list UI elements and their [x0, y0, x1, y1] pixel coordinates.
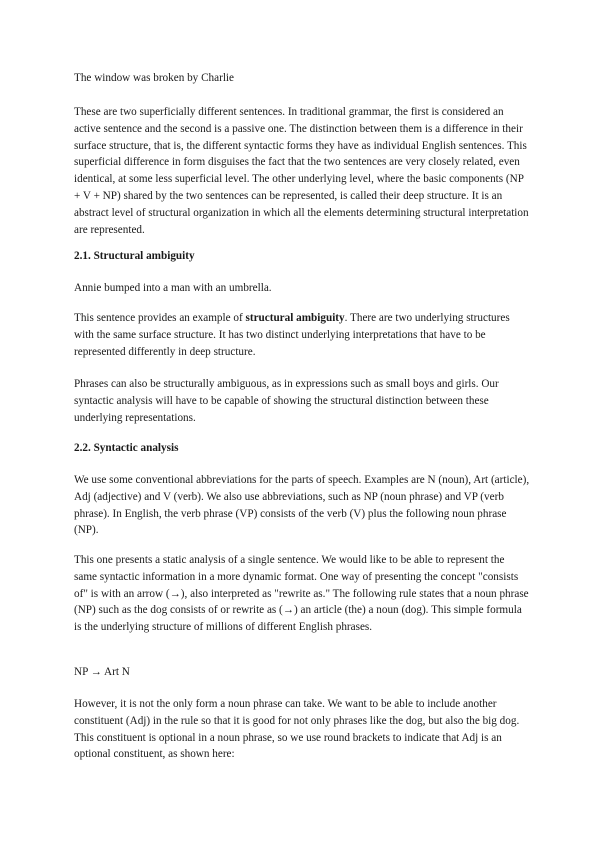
rewrite-rule: NP → Art N [74, 666, 130, 678]
section-heading-structural-ambiguity: 2.1. Structural ambiguity [74, 250, 195, 262]
paragraph-text: This sentence provides an example of [74, 312, 246, 324]
section-heading-syntactic-analysis: 2.2. Syntactic analysis [74, 442, 179, 454]
example-sentence: Annie bumped into a man with an umbrella. [74, 282, 272, 294]
paragraph-dynamic-format: This one presents a static analysis of a single sentence. We would like to be able to represent the same syntactic information in a more dynamic format. One way of presenting the concept "consists of" is with an arrow (→), also interpreted as "rewrite as." The following rule states that a noun phrase (NP) such as the dog consists of or rewrite as (→) an article (the) a noun (dog). This simple formula is the underlying structure of millions of different English phrases. [74, 554, 529, 634]
paragraph-optional-constituent: However, it is not the only form a noun phrase can take. We want to be able to include another constituent (Adj) in the rule so that it is good for not only phrases like the dog, but also the big dog. This constituent is optional in a noun phrase, so we use round brackets to indicate that Adj is an optional constituent, as shown here: [74, 698, 520, 761]
paragraph-structural-ambiguity [74, 310, 530, 360]
intro-sentence: The window was broken by Charlie [74, 72, 235, 84]
bold-term: structural ambiguity [245, 312, 345, 324]
paragraph-text: . There are two underlying structures with the same surface structure. It has two distinct underlying interpretations that have to be represented differently in deep structure. [74, 312, 510, 358]
paragraph-abbreviations: We use some conventional abbreviations for the parts of speech. Examples are N (noun), Art (article), Adj (adjective) and V (verb). We also use abbreviations, such as NP (noun phrase) and VP (verb phrase). In English, the verb phrase (VP) consists of the verb (V) plus the following noun phrase (NP). [74, 474, 530, 537]
paragraph-phrase-ambiguity: Phrases can also be structurally ambiguous, as in expressions such as small boys and girls. Our syntactic analysis will have to be capable of showing the structural distinction between these underlying representations. [74, 378, 499, 424]
paragraph-surface-structure: These are two superficially different sentences. In traditional grammar, the first is considered an active sentence and the second is a passive one. The distinction between them is a difference in their surface structure, that is, the different syntactic forms they have as individual English sentences. This superficial difference in form disguises the fact that the two sentences are very closely related, even identical, at some less superficial level. The other underlying level, where the basic components (NP + V + NP) shared by the two sentences can be represented, is called their deep structure. It is an abstract level of structural organization in which all the elements determining structural interpretation are represented. [74, 106, 529, 236]
